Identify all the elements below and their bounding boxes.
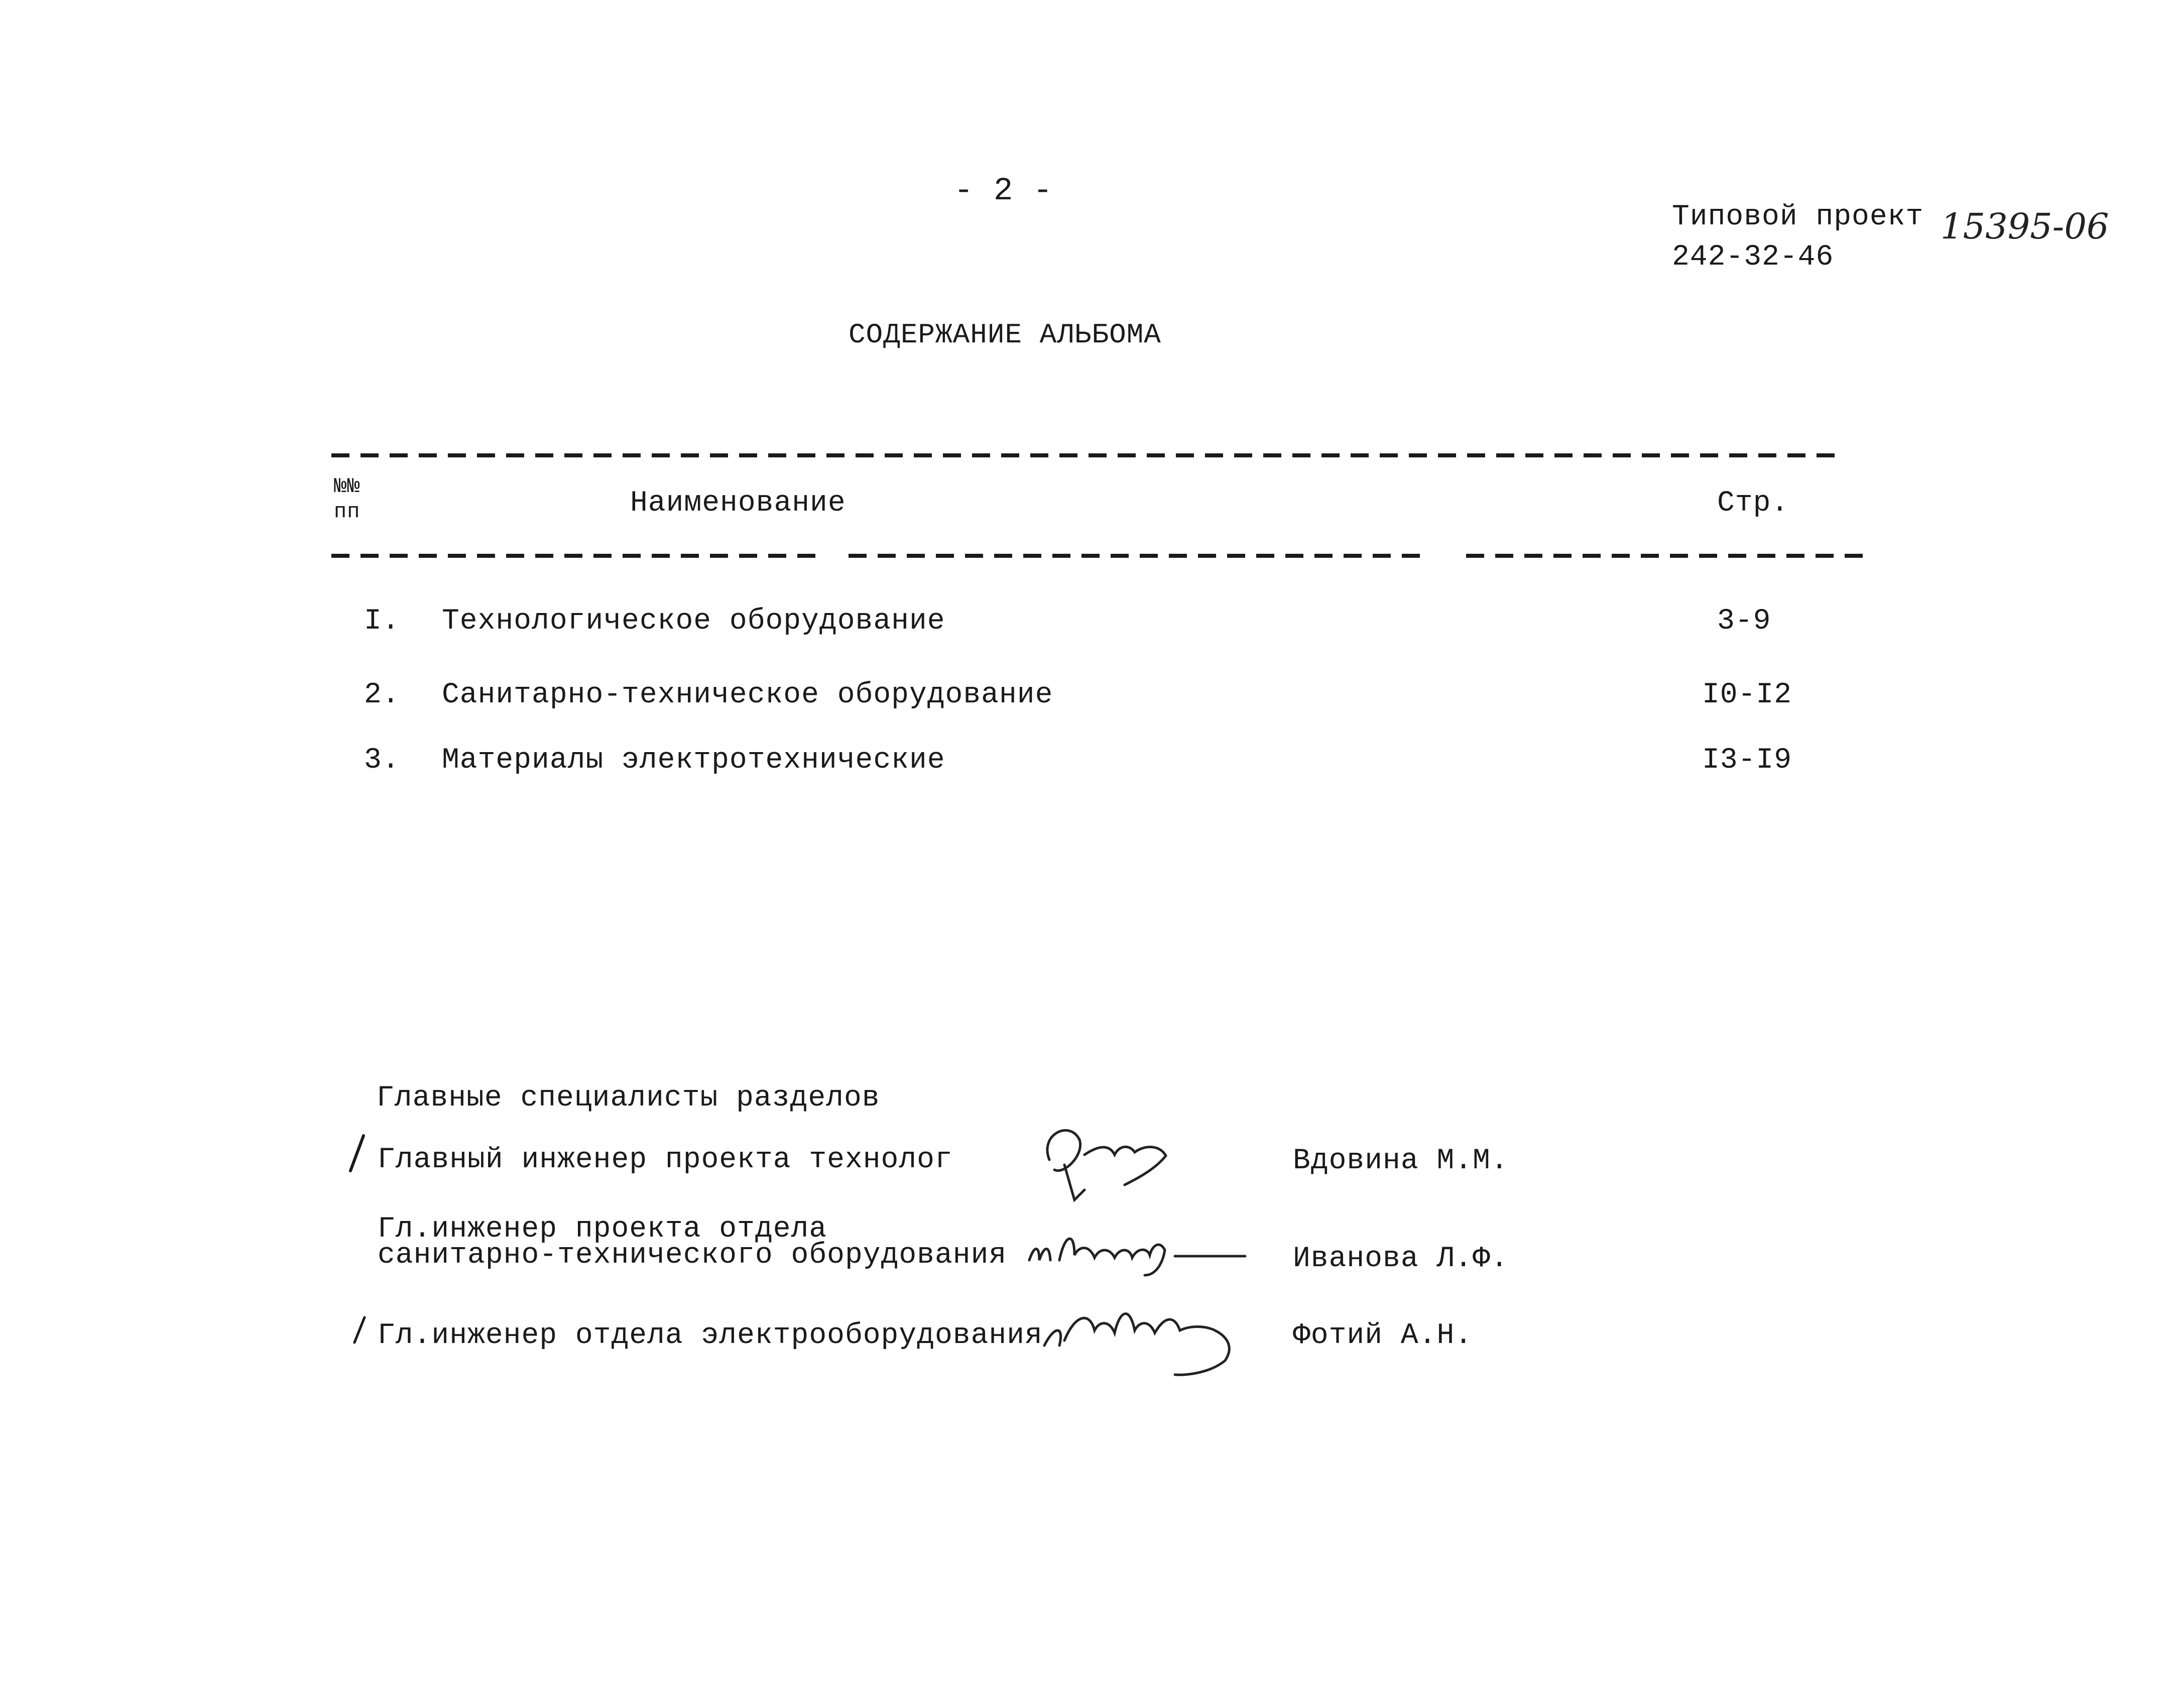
table-header-rule-3 xyxy=(1466,554,1863,558)
signer-role-line2: санитарно-технического оборудования xyxy=(378,1239,1007,1272)
check-mark-icon xyxy=(346,1134,367,1174)
signature-ivanova xyxy=(1024,1225,1255,1280)
row-pages: I3-I9 xyxy=(1702,744,1792,777)
column-header-num-top: №№ xyxy=(334,474,360,499)
row-number: I. xyxy=(364,605,400,638)
signature-fotiy xyxy=(1039,1295,1260,1381)
column-header-pages: Стр. xyxy=(1717,487,1789,520)
page-number: - 2 - xyxy=(954,173,1053,209)
project-label: Типовой проект xyxy=(1672,201,1924,233)
column-header-num-bottom: пп xyxy=(334,500,360,524)
table-header-rule-1 xyxy=(331,554,818,558)
signatures-heading: Главные специалисты разделов xyxy=(377,1082,880,1115)
check-mark-icon xyxy=(351,1315,367,1346)
row-name: Санитарно-техническое оборудование xyxy=(442,679,1053,711)
column-header-name: Наименование xyxy=(630,487,846,520)
project-code: 242-32-46 xyxy=(1672,241,1834,274)
row-number: 2. xyxy=(364,679,400,711)
signature-vdovina xyxy=(1034,1115,1175,1210)
album-contents-title: СОДЕРЖАНИЕ АЛЬБОМА xyxy=(849,319,1161,351)
signer-name: Вдовина М.М. xyxy=(1293,1145,1509,1177)
signer-name: Иванова Л.Ф. xyxy=(1293,1243,1509,1275)
signer-role: Главный инженер проекта технолог xyxy=(378,1144,953,1176)
signer-role: Гл.инженер отдела электрооборудования xyxy=(378,1319,1043,1352)
signer-role: Гл.инженер проекта отдела xyxy=(378,1213,827,1246)
row-pages: I0-I2 xyxy=(1702,679,1792,711)
table-header-rule-2 xyxy=(849,554,1426,558)
handwritten-project-number: 15395-06 xyxy=(1941,206,2109,247)
row-name: Технологическое оборудование xyxy=(442,605,945,638)
signer-name: Фотий А.Н. xyxy=(1293,1319,1473,1352)
row-name: Материалы электротехнические xyxy=(442,744,945,777)
row-number: 3. xyxy=(364,744,400,777)
row-pages: 3-9 xyxy=(1717,605,1771,638)
table-top-rule xyxy=(331,453,1843,457)
